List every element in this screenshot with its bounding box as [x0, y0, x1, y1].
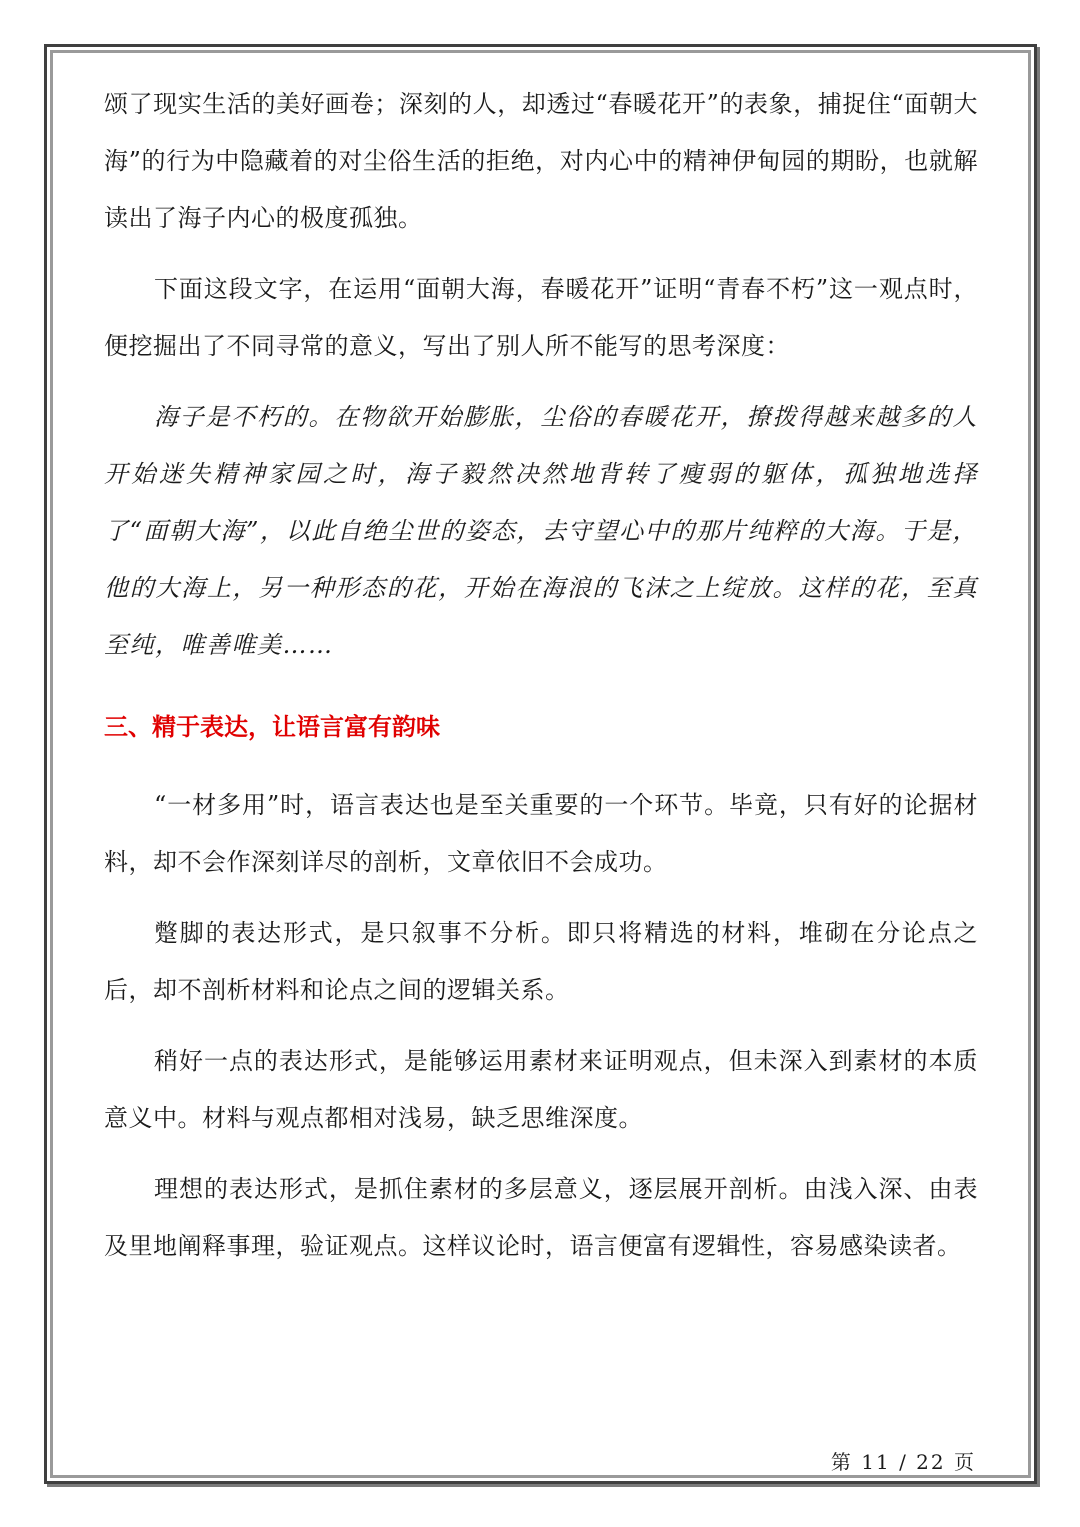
paragraph-5: 蹩脚的表达形式，是只叙事不分析。即只将精选的材料，堆砌在分论点之后，却不剖析材料和论点之间的逻辑关系。: [104, 919, 978, 1004]
section-heading: 三、精于表达，让语言富有韵味: [104, 712, 440, 741]
quoted-passage: 海子是不朽的。在物欲开始膨胀，尘俗的春暖花开，撩拨得越来越多的人开始迷失精神家园之时，海子毅然决然地背转了瘦弱的躯体，孤独地选择了“面朝大海”，以此自绝尘世的姿态，去守望心中的那片纯粹的大海。于是，他的大海上，另一种形态的花，开始在海浪的飞沫之上绽放。这样的花，至真至纯，唯善唯美……: [104, 403, 978, 659]
paragraph-7: 理想的表达形式，是抓住素材的多层意义，逐层展开剖析。由浅入深、由表及里地阐释事理，验证观点。这样议论时，语言便富有逻辑性，容易感染读者。: [104, 1175, 978, 1260]
document-body: [104, 76, 978, 1275]
paragraph-2: 下面这段文字，在运用“面朝大海，春暖花开”证明“青春不朽”这一观点时，便挖掘出了不同寻常的意义，写出了别人所不能写的思考深度：: [104, 275, 978, 360]
paragraph-1: 颂了现实生活的美好画卷；深刻的人，却透过“春暖花开”的表象，捕捉住“面朝大海”的行为中隐藏着的对尘俗生活的拒绝，对内心中的精神伊甸园的期盼，也就解读出了海子内心的极度孤独。: [104, 90, 978, 232]
paragraph-4: “一材多用”时，语言表达也是至关重要的一个环节。毕竟，只有好的论据材料，却不会作深刻详尽的剖析，文章依旧不会成功。: [104, 791, 978, 876]
page-number: 第 11 / 22 页: [830, 1450, 976, 1474]
paragraph-6: 稍好一点的表达形式，是能够运用素材来证明观点，但未深入到素材的本质意义中。材料与观点都相对浅易，缺乏思维深度。: [104, 1047, 978, 1132]
